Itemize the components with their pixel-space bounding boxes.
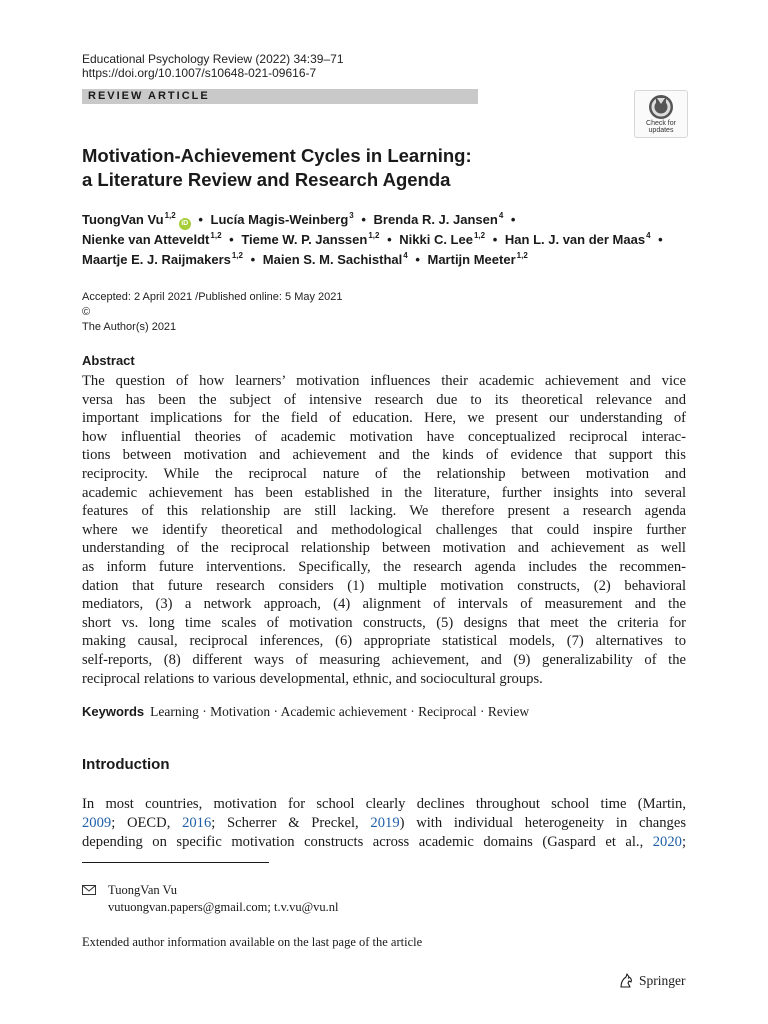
title-line-2: a Literature Review and Research Agenda xyxy=(82,169,451,190)
author-info-note: Extended author information available on the last page of the article xyxy=(82,935,423,949)
intro-line xyxy=(82,833,686,852)
author-line xyxy=(82,250,702,270)
abstract-line: mediators, (3) a network approach, (4) alignment of intervals of measurement and the xyxy=(82,596,686,613)
check-for-updates-line1: Check for xyxy=(646,120,676,127)
publication-dates xyxy=(82,290,582,335)
author-list xyxy=(82,210,702,270)
abstract-line: short vs. long time scales of motivation constructs, (5) designs that meet the criteria for xyxy=(82,614,686,631)
author-separator: • xyxy=(492,232,498,247)
keywords xyxy=(82,703,686,720)
author-affiliation: 1,2 xyxy=(231,251,243,260)
journal-header xyxy=(82,52,482,80)
author[interactable] xyxy=(428,252,528,267)
check-for-updates-text xyxy=(635,120,687,134)
keywords-text: Learning · Motivation · Academic achievement · Reciprocal · Review xyxy=(150,704,530,719)
intro-text: ; xyxy=(681,834,686,850)
author-separator: • xyxy=(658,232,663,247)
intro-text: ; Scherrer & Preckel, xyxy=(211,815,371,831)
author-name: Nikki C. Lee xyxy=(399,232,473,247)
author[interactable] xyxy=(82,212,176,227)
abstract-line: making causal, reciprocal inferences, (6) appropriate statistical models, (7) alternatives to xyxy=(82,633,686,650)
corresponding-author-name: TuongVan Vu xyxy=(108,883,178,897)
article-type-label: REVIEW ARTICLE xyxy=(88,90,210,102)
author[interactable] xyxy=(241,232,379,247)
springer-horse-icon xyxy=(618,973,634,989)
author-affiliation: 4 xyxy=(498,211,504,220)
citation-link[interactable]: 2019 xyxy=(370,815,400,831)
footnote-divider xyxy=(82,862,269,863)
copyright-line xyxy=(82,305,582,335)
citation-link[interactable]: 2020 xyxy=(652,834,682,850)
abstract-line: The question of how learners’ motivation influences their academic achievement and vice xyxy=(82,373,686,389)
author-name: Tieme W. P. Janssen xyxy=(241,232,368,247)
author-separator: • xyxy=(415,252,420,267)
author-separator: • xyxy=(510,212,516,227)
check-for-updates-badge[interactable] xyxy=(634,90,688,138)
abstract-line: reciprocal relations to various developmental, ethnic, and sociocultural groups. xyxy=(82,670,543,687)
abstract-body xyxy=(82,372,686,688)
abstract-line: important implications for the field of education. Here, we present our understanding of xyxy=(82,410,686,427)
intro-text: depending on specific motivation constructs across academic domains (Gaspard et al., xyxy=(82,834,653,850)
author[interactable] xyxy=(82,252,243,267)
abstract-line: where we identify theoretical and methodological challenges that could inspire further xyxy=(82,521,686,538)
author-name: Han L. J. van der Maas xyxy=(504,232,646,247)
citation-link[interactable]: 2009 xyxy=(82,815,112,831)
author-separator: • xyxy=(250,252,256,267)
author[interactable] xyxy=(263,252,408,267)
intro-line xyxy=(82,814,686,833)
abstract-line: tions between motivation and achievement and the kinds of evidence that support this xyxy=(82,447,686,464)
author-name: Maartje E. J. Raijmakers xyxy=(82,252,231,267)
abstract-line: how influential theories of academic motivation have conceptualized reciprocal interac- xyxy=(82,428,686,445)
author-line xyxy=(82,210,702,230)
citation-link[interactable]: 2016 xyxy=(182,815,212,831)
author-separator: • xyxy=(387,232,392,247)
author[interactable] xyxy=(82,232,222,247)
author-separator: • xyxy=(229,232,234,247)
author-affiliation: 1,2 xyxy=(210,231,222,240)
accepted-published-dates: Accepted: 2 April 2021 /Published online: 5 May 2021 xyxy=(82,291,343,303)
journal-citation: Educational Psychology Review (2022) 34:39–71 xyxy=(82,52,344,66)
title-line-1: Motivation-Achievement Cycles in Learning: xyxy=(82,145,472,166)
introduction-body xyxy=(82,795,686,852)
abstract-line: versa has been the subject of intensive research due to its theoretical relevance and xyxy=(82,391,686,408)
author-affiliation: 1,2 xyxy=(368,231,380,240)
copyright-icon: © xyxy=(82,306,91,318)
keywords-label: Keywords xyxy=(82,704,145,719)
intro-text: ; OECD, xyxy=(111,815,183,831)
envelope-icon xyxy=(82,885,96,895)
intro-line: In most countries, motivation for school clearly declines throughout school time (Martin, xyxy=(82,796,686,812)
corresponding-author-email[interactable]: vutuongvan.papers@gmail.com; t.v.vu@vu.nl xyxy=(108,900,339,914)
article-title xyxy=(82,144,642,192)
intro-text: ) with individual heterogeneity in changes xyxy=(399,815,686,831)
check-for-updates-line2: updates xyxy=(648,127,674,134)
author-affiliation: 4 xyxy=(403,251,408,260)
author-affiliation: 4 xyxy=(646,231,651,240)
article-type-band xyxy=(82,89,478,104)
copyright-text: The Author(s) 2021 xyxy=(82,321,177,333)
abstract-heading: Abstract xyxy=(82,353,135,368)
abstract-line: understanding of the reciprocal relationship between motivation and achievement as well xyxy=(82,540,686,557)
introduction-heading: Introduction xyxy=(82,756,170,773)
abstract-line: academic achievement has been established in the literature, further insights into several xyxy=(82,484,686,501)
author[interactable] xyxy=(399,232,485,247)
abstract-line: features of this relationship are still lacking. We therefore present a research agenda xyxy=(82,503,686,520)
author-separator: • xyxy=(198,212,203,227)
author-name: Maien S. M. Sachisthal xyxy=(262,252,403,267)
author-name: Lucía Magis-Weinberg xyxy=(210,212,349,227)
author-affiliation: 1,2 xyxy=(164,211,176,220)
author-line xyxy=(82,230,702,250)
author-name: Brenda R. J. Jansen xyxy=(373,212,498,227)
author-name: TuongVan Vu xyxy=(82,212,164,227)
author-affiliation: 1,2 xyxy=(516,251,528,260)
author[interactable] xyxy=(505,232,651,247)
doi-link[interactable]: https://doi.org/10.1007/s10648-021-09616-7 xyxy=(82,66,317,80)
author-name: Nienke van Atteveldt xyxy=(82,232,210,247)
author-affiliation: 3 xyxy=(349,211,354,220)
author-name: Martijn Meeter xyxy=(427,252,516,267)
author[interactable] xyxy=(374,212,504,227)
orcid-icon[interactable]: iD xyxy=(179,218,191,230)
abstract-line: dation that future research considers (1) multiple motivation constructs, (2) behavioral xyxy=(82,577,686,594)
abstract-line: self-reports, (8) different ways of measuring achievement, and (9) generalizability of the xyxy=(82,651,686,668)
publisher-name: Springer xyxy=(639,973,686,988)
author-affiliation: 1,2 xyxy=(473,231,486,240)
author[interactable] xyxy=(211,212,354,227)
abstract-line: reciprocity. While the reciprocal nature of the relationship between motivation and xyxy=(82,465,686,482)
check-for-updates-icon xyxy=(648,94,674,120)
abstract-line: as inform future interventions. Specifically, the research agenda includes the recommen- xyxy=(82,558,686,575)
author-separator: • xyxy=(361,212,366,227)
